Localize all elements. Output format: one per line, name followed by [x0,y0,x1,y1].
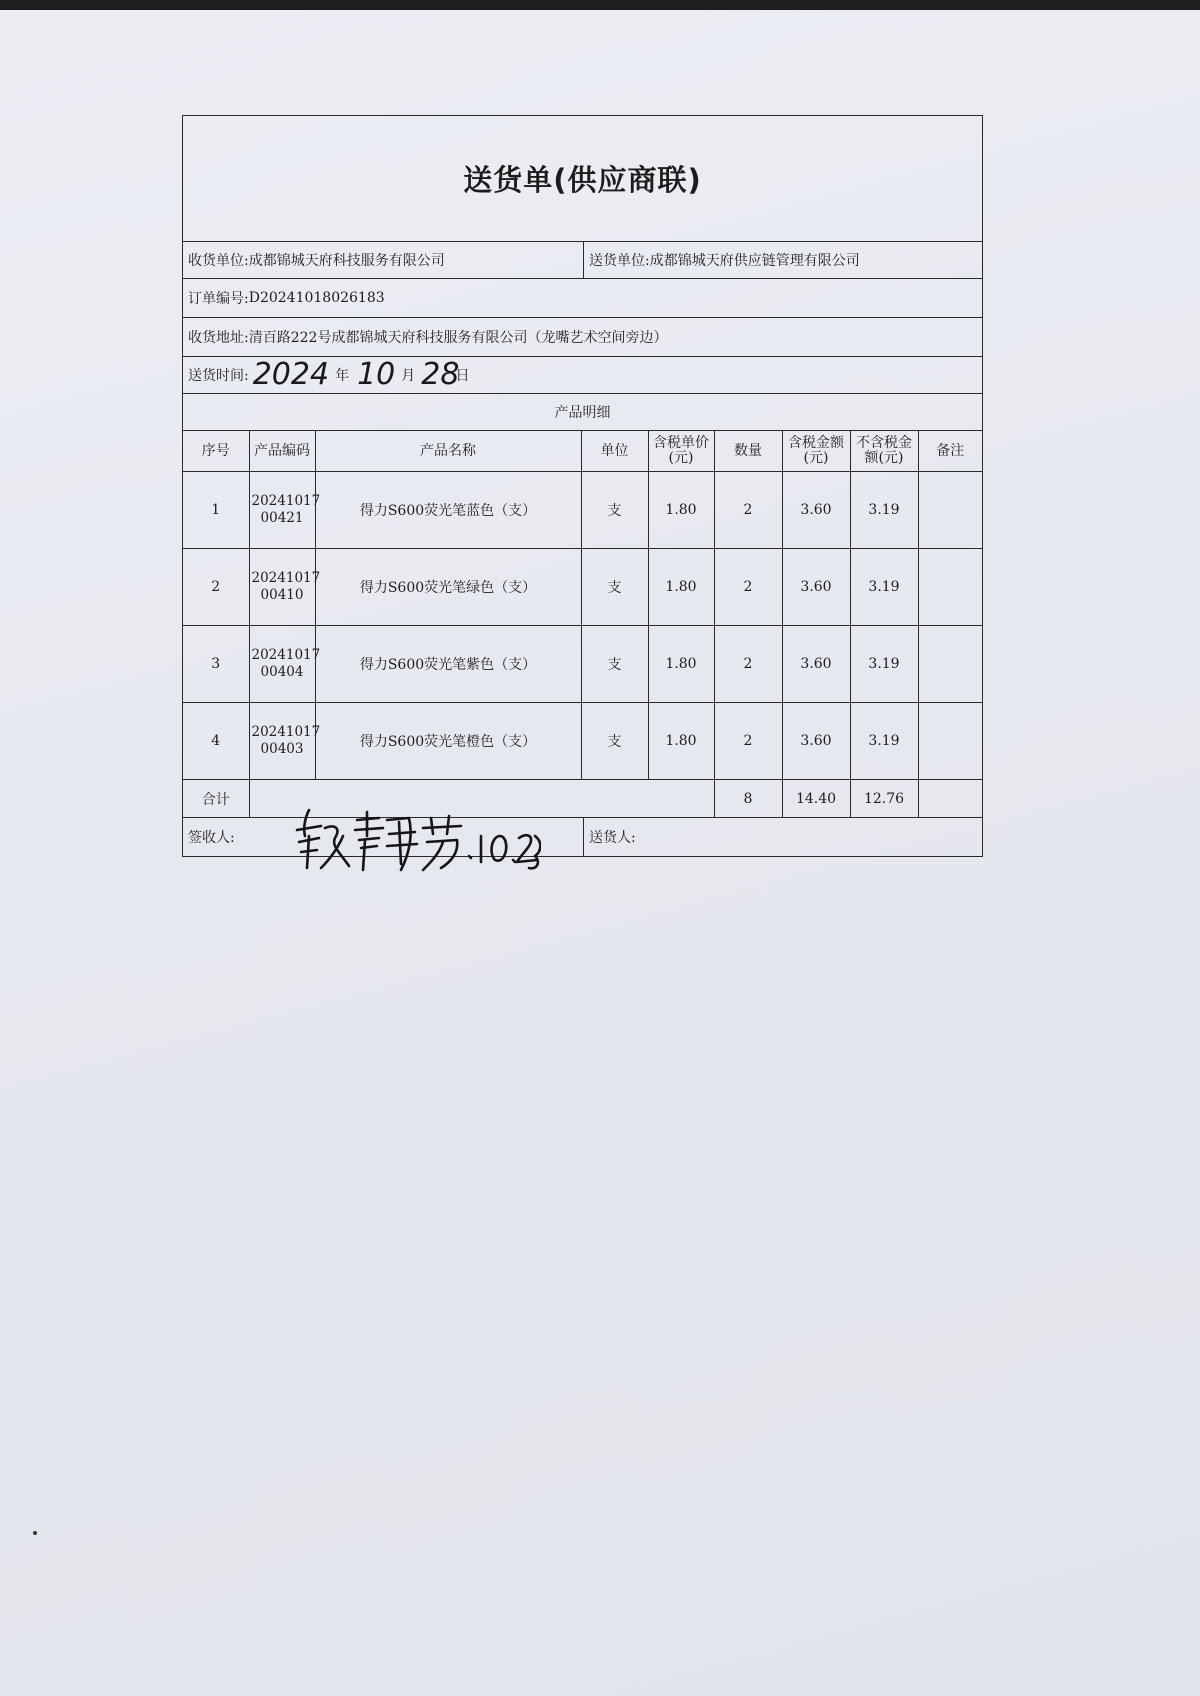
table-header-row [183,431,982,472]
form-title: 送货单(供应商联) [183,116,982,242]
deliverer-label: 送货人: [589,830,636,846]
paper-sheet [0,10,1200,1696]
cell-net: 3.19 [850,626,918,703]
col-header-no: 序号 [183,431,249,472]
cell-note [918,626,982,703]
cell-qty: 2 [714,626,782,703]
total-label: 合计 [183,780,249,818]
cell-net: 3.19 [850,549,918,626]
cell-qty: 2 [714,549,782,626]
cell-code [249,626,321,703]
cell-note [918,472,982,549]
handwritten-signature [291,806,541,876]
cell-price: 1.80 [648,549,714,626]
total-qty: 8 [714,780,782,818]
code-part-a: 20241017 [251,493,321,509]
table-row [183,549,982,626]
date-year-handwritten: 2024 [252,357,330,392]
date-year-label: 年 [335,368,350,384]
col-header-net: 不含税金额(元) [850,431,918,472]
date-value [249,357,470,392]
detail-heading-row [183,394,982,431]
sender-value: 成都锦城天府供应链管理有限公司 [649,253,860,269]
cell-amount: 3.60 [782,703,850,780]
address-value: 清百路222号成都锦城天府科技服务有限公司（龙嘴艺术空间旁边） [248,330,668,346]
address-label: 收货地址: [188,330,249,346]
order-row [183,279,982,318]
table-row [183,626,982,703]
cell-code [249,703,321,780]
cell-name: 得力S600荧光笔蓝色（支） [315,472,581,549]
code-part-b: 00421 [260,510,304,526]
parties-row [183,242,982,279]
sender-cell [584,242,982,278]
code-part-b: 00403 [260,741,304,757]
total-net: 12.76 [850,780,918,818]
items-table [183,431,982,817]
code-part-a: 20241017 [251,647,321,663]
col-header-unit: 单位 [581,431,648,472]
col-header-code: 产品编码 [249,431,315,472]
col-header-qty: 数量 [714,431,782,472]
cell-unit: 支 [581,549,648,626]
address-row [183,318,982,357]
date-row [183,357,982,394]
cell-qty: 2 [714,703,782,780]
signature-row [183,806,982,856]
cell-qty: 2 [714,472,782,549]
cell-no: 1 [183,472,249,549]
col-header-name: 产品名称 [315,431,581,472]
cell-unit: 支 [581,626,648,703]
cell-name: 得力S600荧光笔绿色（支） [315,549,581,626]
col-header-note: 备注 [918,431,982,472]
cell-name: 得力S600荧光笔橙色（支） [315,703,581,780]
receiver-label: 收货单位: [188,253,249,269]
delivery-note-form [182,115,983,857]
order-value: D20241018026183 [248,290,385,306]
date-day-handwritten: 28 [421,357,460,392]
col-header-price: 含税单价(元) [648,431,714,472]
date-day-label: 日 [455,368,470,384]
table-row [183,703,982,780]
cell-price: 1.80 [648,626,714,703]
date-cell [183,357,469,393]
cell-name: 得力S600荧光笔紫色（支） [315,626,581,703]
cell-no: 3 [183,626,249,703]
code-part-b: 00404 [260,664,304,680]
code-part-b: 00410 [260,587,304,603]
order-cell [183,279,385,317]
cell-code [249,472,321,549]
order-label: 订单编号: [188,291,249,307]
cell-amount: 3.60 [782,626,850,703]
total-amount: 14.40 [782,780,850,818]
cell-amount: 3.60 [782,549,850,626]
table-row [183,472,982,549]
signer-cell [183,806,584,856]
cell-price: 1.80 [648,472,714,549]
address-cell [183,318,667,356]
date-month-label: 月 [401,368,416,384]
sender-label: 送货单位: [589,253,650,269]
deliverer-cell [584,818,982,856]
cell-price: 1.80 [648,703,714,780]
receiver-value: 成都锦城天府科技服务有限公司 [248,253,445,269]
signer-label: 签收人: [188,830,235,846]
cell-net: 3.19 [850,703,918,780]
code-part-a: 20241017 [251,724,321,740]
total-note [918,780,982,818]
cell-no: 4 [183,703,249,780]
cell-no: 2 [183,549,249,626]
detail-heading: 产品明细 [554,405,611,421]
cell-net: 3.19 [850,472,918,549]
signature-text: 段静燕 10.28 [291,806,298,807]
receiver-cell [183,242,584,278]
cell-note [918,549,982,626]
cell-unit: 支 [581,703,648,780]
col-header-amount: 含税金额(元) [782,431,850,472]
code-part-a: 20241017 [251,570,321,586]
date-label: 送货时间: [188,368,249,384]
paper-speck [33,1531,37,1535]
cell-amount: 3.60 [782,472,850,549]
cell-note [918,703,982,780]
date-month-handwritten: 10 [357,357,396,392]
cell-code [249,549,321,626]
cell-unit: 支 [581,472,648,549]
